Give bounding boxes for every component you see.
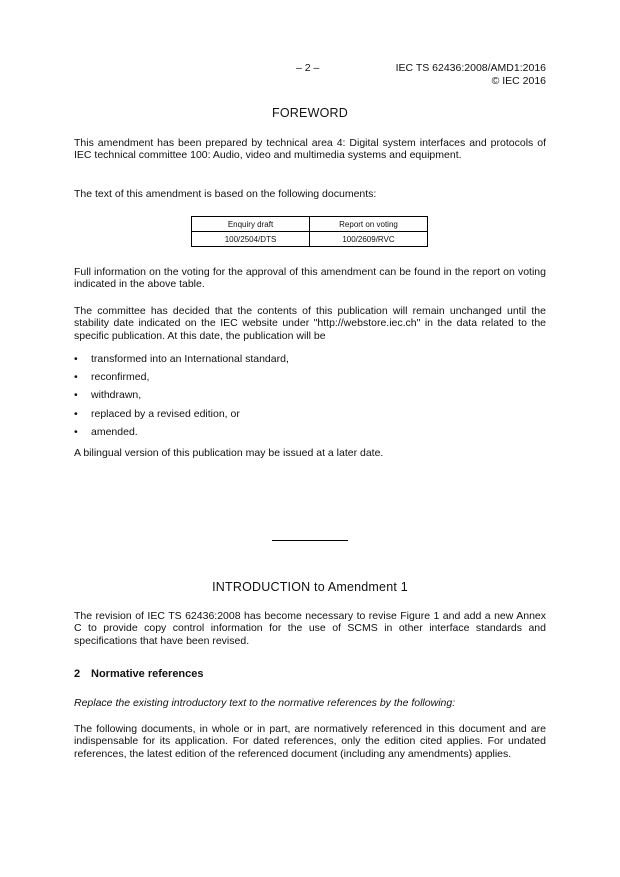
amendment-instruction: Replace the existing introductory text to the normative references by the following: [74, 697, 456, 709]
page-number: – 2 – [296, 62, 320, 74]
bullet-icon: • [74, 389, 78, 402]
bullet-icon: • [74, 425, 78, 438]
copyright-notice: © IEC 2016 [491, 75, 546, 87]
introduction-title: INTRODUCTION to Amendment 1 [212, 580, 408, 594]
foreword-based-on: The text of this amendment is based on the following documents: [74, 188, 377, 200]
voting-table-cell: 100/2609/RVC [310, 232, 428, 247]
outcome-list [74, 353, 546, 444]
list-item-text: amended. [91, 425, 138, 438]
list-item [74, 353, 546, 371]
voting-table-header: Report on voting [310, 217, 428, 232]
section-number: 2 [74, 668, 81, 680]
list-item [74, 408, 546, 426]
foreword-intro: This amendment has been prepared by technical area 4: Digital system interfaces and protocols of IEC technical committee 100: Audio, video and multimedia systems and equipment. [74, 137, 546, 162]
list-item [74, 426, 546, 444]
bullet-icon: • [74, 407, 78, 420]
bilingual-note: A bilingual version of this publication may be issued at a later date. [74, 447, 384, 459]
voting-information: Full information on the voting for the approval of this amendment can be found in the report on voting indicated in the above table. [74, 266, 546, 291]
document-reference [396, 62, 546, 88]
list-item-text: transformed into an International standard, [91, 353, 289, 365]
bullet-icon: • [74, 353, 78, 365]
list-item [74, 389, 546, 407]
introduction-text: The revision of IEC TS 62436:2008 has become necessary to revise Figure 1 and add a new Annex C to provide copy control information for the use of SCMS in other interface standards and specifications that have been revised. [74, 610, 546, 647]
list-item [74, 371, 546, 389]
stability-statement: The committee has decided that the contents of this publication will remain unchanged until the stability date indicated on the IEC website under "http://webstore.iec.ch" in the data related to the specific publication. At this date, the publication will be [74, 305, 546, 342]
section-title: Normative references [91, 668, 204, 680]
bullet-icon: • [74, 371, 78, 384]
list-item-text: withdrawn, [91, 389, 142, 402]
voting-table-header: Enquiry draft [192, 217, 310, 232]
list-item-text: reconfirmed, [91, 371, 150, 384]
voting-table-header-row [192, 217, 428, 232]
document-id: IEC TS 62436:2008/AMD1:2016 [395, 62, 546, 74]
section-heading [74, 668, 204, 680]
foreword-title: FOREWORD [272, 106, 348, 120]
voting-table [191, 216, 428, 247]
voting-table-row [192, 232, 428, 247]
voting-table-cell: 100/2504/DTS [192, 232, 310, 247]
section-divider [272, 540, 348, 541]
normative-references-text: The following documents, in whole or in part, are normatively referenced in this document and are indispensable for its application. For dated references, only the edition cited applies. For undated references, the latest edition of the referenced document (including any amendments) applies. [74, 723, 546, 760]
list-item-text: replaced by a revised edition, or [91, 407, 240, 420]
